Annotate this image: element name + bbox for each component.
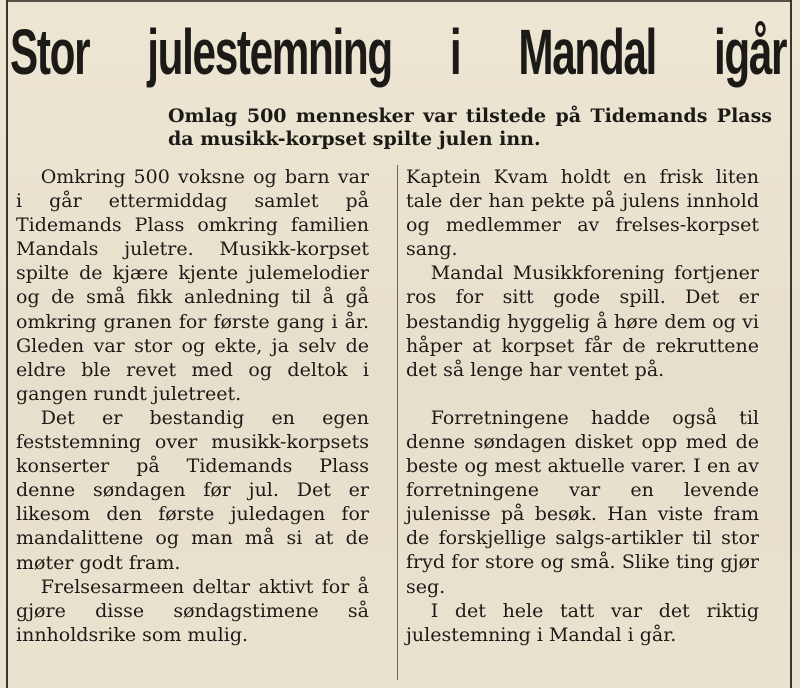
paragraph: Omkring 500 voksne og barn var i går ettermiddag samlet på Tidemands Plass omkring familien Mandals juletre. Musikk-korpset spilte de kjære kjente julemelodier og de små fikk anledning til å gå omkring granen for første gang i år. Gleden var stor og ekte, ja selv de eldre ble revet med og deltok i gangen rundt juletreet. xyxy=(16,166,369,405)
paragraph: Forretningene hadde også til denne søndagen disket opp med de beste og mest aktuelle varer. I en av forretningene var en levende julenisse på besøk. Han viste fram de forskjellige salgs-artikler til stor fryd for store og små. Slike ting gjør seg. xyxy=(406,406,759,598)
column-divider xyxy=(397,165,398,680)
headline: Stor julestemning i Mandal igår xyxy=(10,16,787,88)
paragraph: Frelsesarmeen deltar aktivt for å gjøre disse søndagstimene så innholdsrike som mulig. xyxy=(16,575,369,646)
paragraph: Kaptein Kvam holdt en frisk liten tale der han pekte på julens innhold og medlemmer av frelses-korpset sang. xyxy=(406,166,759,261)
right-border-rule xyxy=(790,0,792,688)
paragraph-gap xyxy=(406,382,759,406)
paragraph: Det er bestandig en egen feststemning over musikk-korpsets konserter på Tidemands Plass denne søndagen før jul. Det er likesom den første juledagen for mandalittene og man må si at de møter godt fram. xyxy=(16,406,369,574)
left-border-rule xyxy=(6,0,8,688)
article-column-right xyxy=(406,165,759,647)
subheadline: Omlag 500 mennesker var tilstede på Tidemands Plass da musikk-korpset spilte julen inn. xyxy=(168,105,772,150)
paragraph: Mandal Musikkforening fortjener ros for sitt gode spill. Det er bestandig hyggelig å høre dem og vi håper at korpset får de rekruttene det så lenge har ventet på. xyxy=(406,262,759,381)
paragraph: I det hele tatt var det riktig julestemning i Mandal i går. xyxy=(406,599,759,646)
article-column-left xyxy=(16,165,369,647)
